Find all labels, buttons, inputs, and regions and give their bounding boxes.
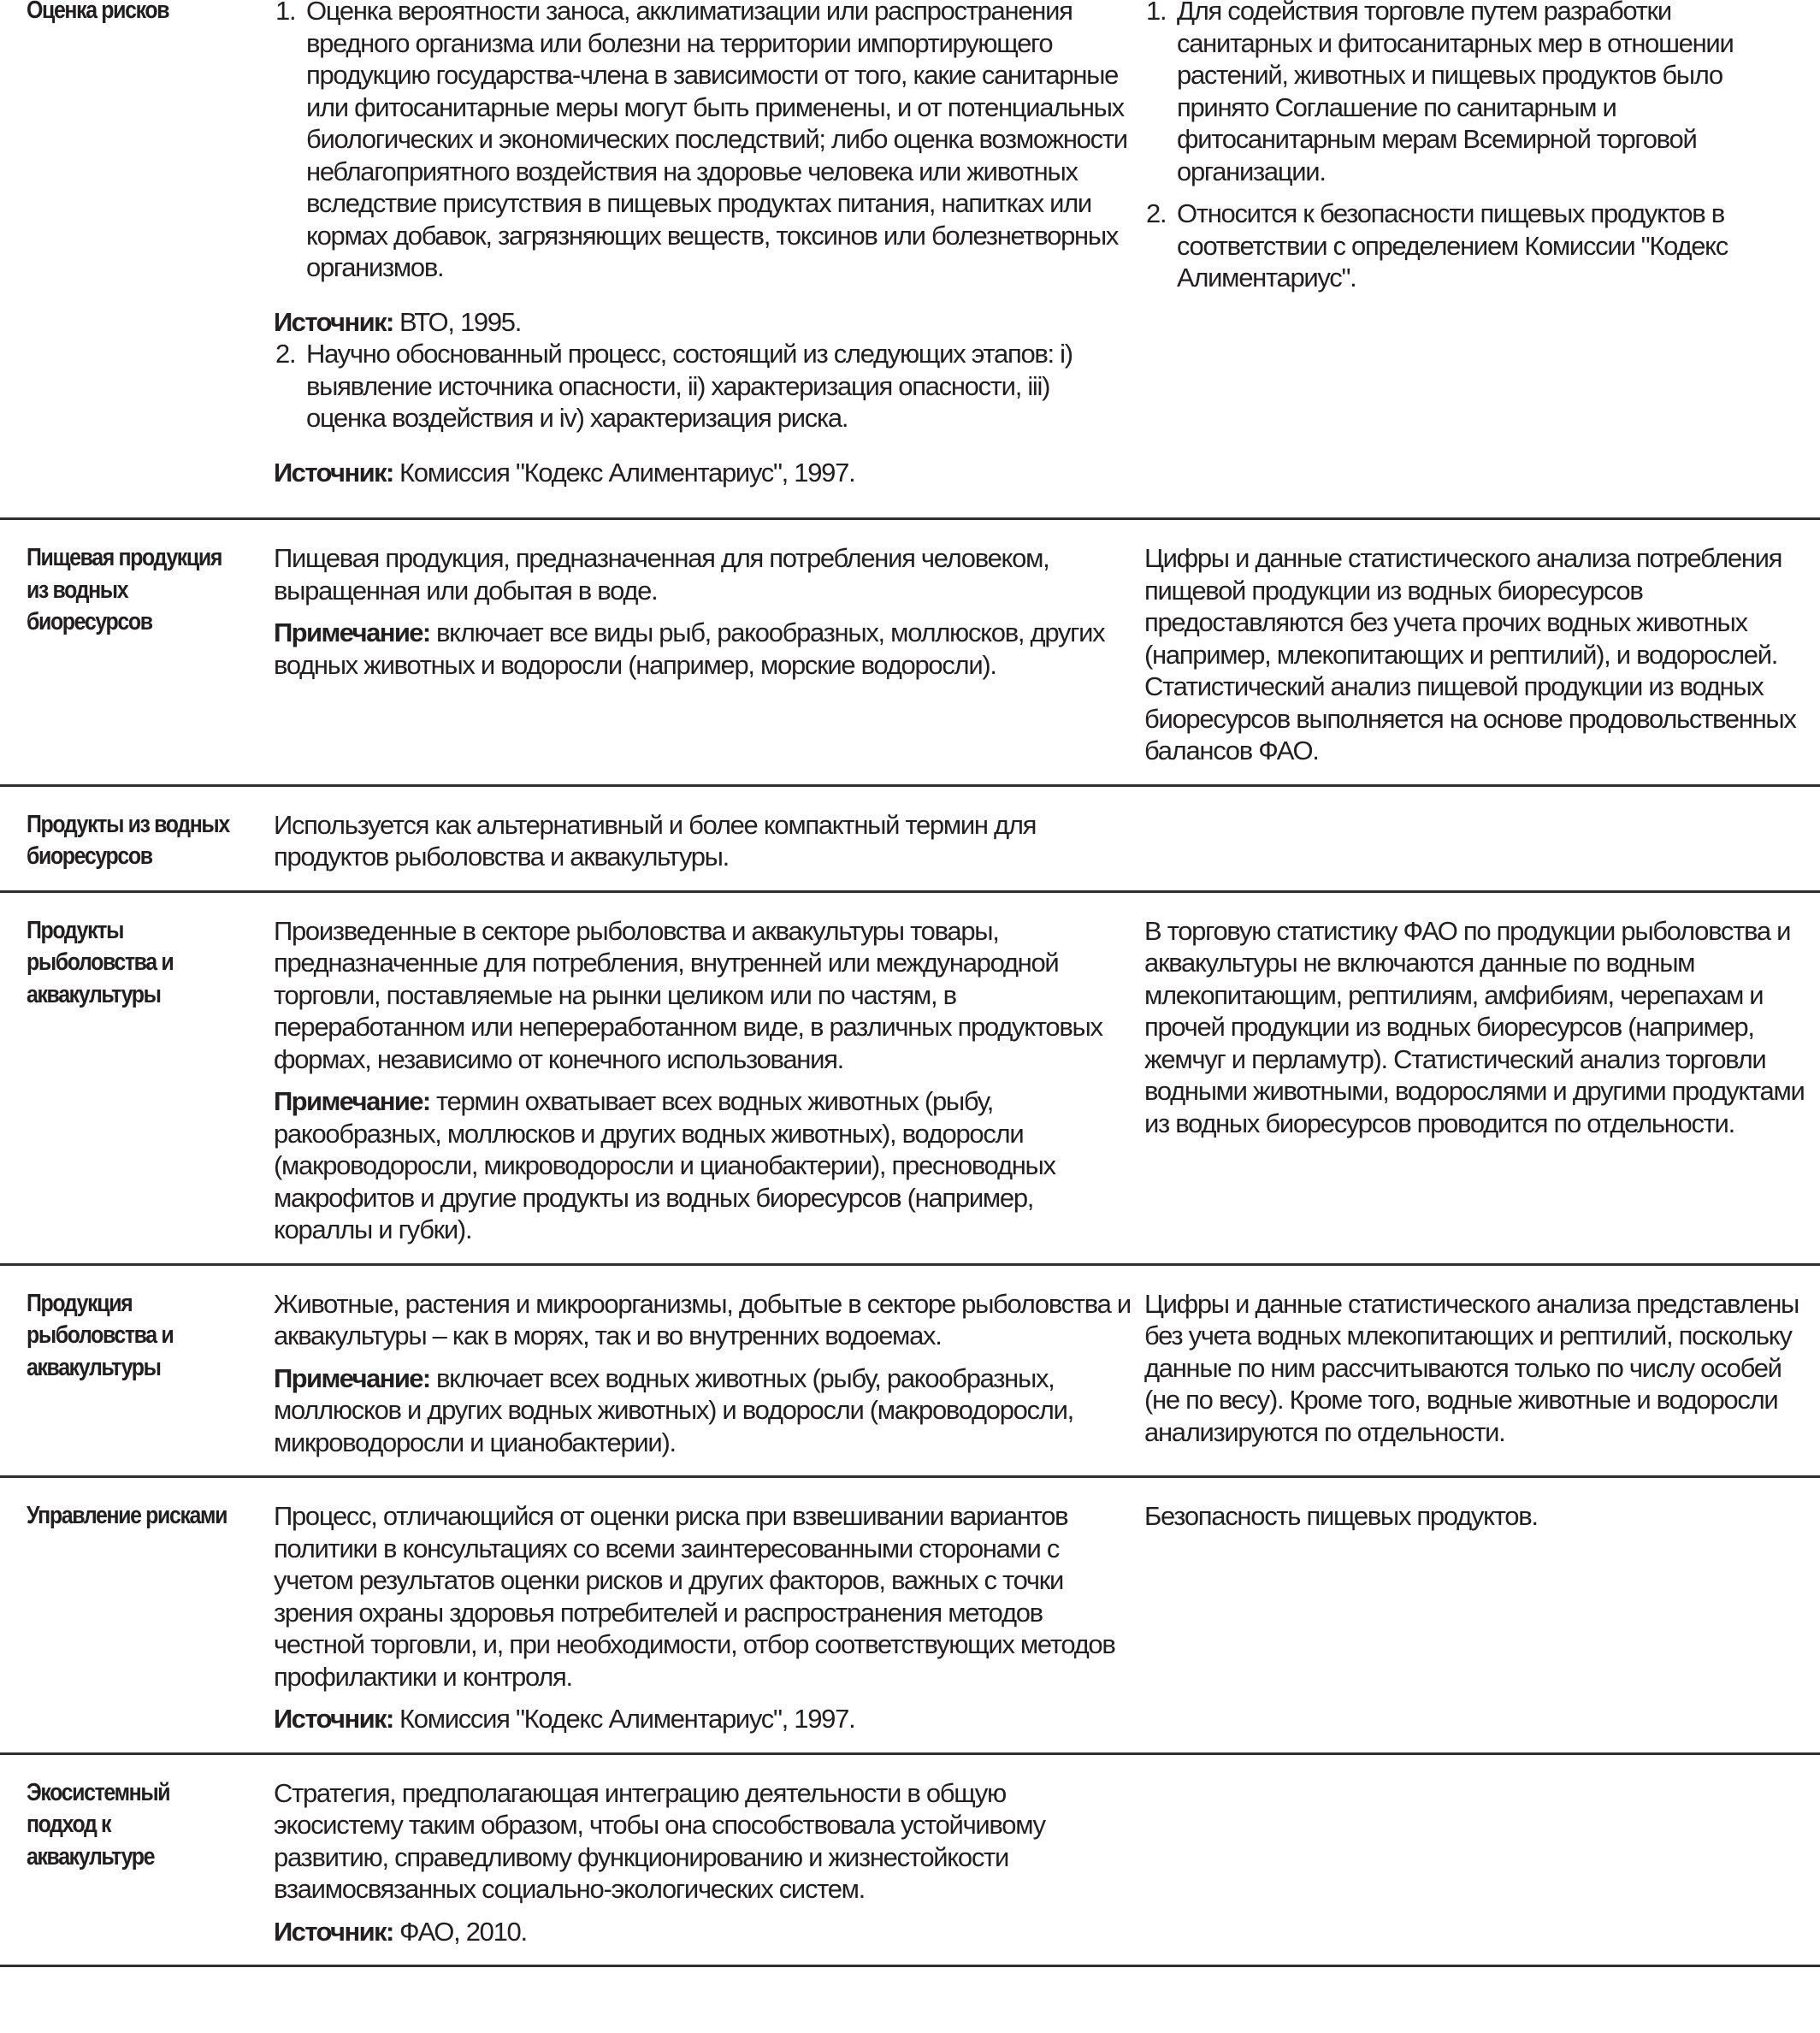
source-label: Источник:: [274, 1916, 393, 1947]
definition-text: Пищевая продукция, предназначенная для потребления человеком, выращенная или добытая в воде.: [274, 543, 1049, 606]
definition-list: [274, 338, 1132, 434]
note-item: [1144, 0, 1808, 187]
source-text: Комиссия "Кодекс Алиментариус", 1997.: [393, 1704, 855, 1734]
item-text: Для содействия торговле путем разработки санитарных и фитосанитарных мер в отношении растений, животных и пищевых продуктов было принято Соглашение по санитарным и фитосанитарным мерам Всемирной торговой организации.: [1177, 0, 1734, 186]
term: Продукты из водных биоресурсов: [26, 810, 229, 870]
term: Управление рисками: [26, 1502, 228, 1529]
remark: [274, 617, 1132, 681]
remark-text: включает все виды рыб, ракообразных, моллюсков, других водных животных и водоросли (например, морские водоросли).: [274, 618, 1105, 680]
note: [1144, 787, 1820, 890]
definition: [274, 1478, 1144, 1752]
glossary-row-aquatic-products: [0, 787, 1820, 893]
note: Безопасность пищевых продуктов.: [1144, 1501, 1538, 1531]
note: Цифры и данные статистического анализа представлены без учета водных млекопитающих и рептилий, поскольку данные по ним рассчитываются только по числу особей (не по весу). Кроме того, водные животные и водоросли анализируются по отдельности.: [1144, 1288, 1799, 1447]
source-label: Источник:: [274, 457, 393, 488]
source-label: Источник:: [274, 1704, 393, 1734]
note-item: [1144, 198, 1808, 294]
term: Пищевая продукция из водных биоресурсов: [26, 544, 222, 635]
glossary-row-risk-management: [0, 1478, 1820, 1755]
definition-text: Процесс, отличающийся от оценки риска при взвешивании вариантов политики в консультациях со всеми заинтересованными сторонами с учетом результатов оценки рисков и других факторов, важных с точки зрения охраны здоровья потребителей и распространения методов честной торговли, и, при необходимости, отбор соответствующих методов профилактики и контроля.: [274, 1501, 1115, 1692]
item-text: Оценка вероятности заноса, акклиматизации или распространения вредного организма или болезни на территории импортирующего продукцию государства-члена в зависимости от того, какие санитарные или фитосанитарные меры могут быть применены, и от потенциальных биологических и экономических последствий; либо оценка возможности неблагоприятного воздействия на здоровье человека или животных вследствие присутствия в пищевых продуктах питания, напитках или кормах добавок, загрязняющих веществ, токсинов или болезнетворных организмов.: [306, 0, 1127, 282]
item-number: 1.: [275, 0, 296, 26]
source-text: ВТО, 1995.: [393, 306, 522, 337]
glossary-row-risk-assessment: [0, 0, 1820, 520]
definition-text: Произведенные в секторе рыболовства и аквакультуры товары, предназначенные для потребления, внутренней или международной торговли, поставляемые на рынки целиком или по частям, в переработанном или непереработанном виде, в различных продуктовых формах, независимо от конечного использования.: [274, 915, 1102, 1074]
remark-text: термин охватывает всех водных животных (рыбу, ракообразных, моллюсков и других водных животных), водоросли (макроводоросли, микроводоросли и цианобактерии), пресноводных макрофитов и другие продукты из водных биоресурсов (например, кораллы и губки).: [274, 1086, 1055, 1244]
definition: [274, 520, 1144, 784]
source-line: [274, 306, 1132, 339]
note: В торговую статистику ФАО по продукции рыболовства и аквакультуры не включаются данные по водным млекопитающим, рептилиям, амфибиям, черепахам и прочей продукции из водных биоресурсов (например, жемчуг и перламутр). Статистический анализ торговли водными животными, водорослями и другими продуктами из водных биоресурсов проводится по отдельности.: [1144, 915, 1805, 1138]
definition-text: Стратегия, предполагающая интеграцию деятельности в общую экосистему таким образом, чтобы она способствовала устойчивому развитию, справедливому функционированию и жизнестойкости взаимосвязанных социально-экологических систем.: [274, 1777, 1045, 1904]
note: [1144, 0, 1820, 517]
glossary-row-fisheries-production: [0, 1266, 1820, 1479]
definition-item: [274, 338, 1132, 434]
note: [1144, 1755, 1820, 1965]
term: Оценка рисков: [26, 0, 169, 24]
term: Продукты рыболовства и аквакультуры: [26, 916, 174, 1008]
item-text: Научно обоснованный процесс, состоящий из следующих этапов: i) выявление источника опасности, ii) характеризация опасности, iii) оценка воздействия и iv) характеризация риска.: [306, 339, 1072, 433]
definition: [274, 893, 1144, 1263]
definition-list: [274, 0, 1132, 284]
term: Экосистемный подход к аквакультуре: [26, 1778, 170, 1870]
definition: [274, 787, 1144, 890]
definition-text: Используется как альтернативный и более компактный термин для продуктов рыболовства и аквакультуры.: [274, 809, 1037, 872]
remark-text: включает всех водных животных (рыбу, ракообразных, моллюсков и других водных животных) и водоросли (макроводоросли, микроводоросли и цианобактерии).: [274, 1362, 1073, 1457]
source-text: Комиссия "Кодекс Алиментариус", 1997.: [393, 457, 855, 488]
item-number: 2.: [275, 339, 296, 369]
definition: [274, 1755, 1144, 1965]
glossary-row-ecosystem-approach: [0, 1755, 1820, 1968]
remark: [274, 1362, 1132, 1459]
remark-label: Примечание:: [274, 1362, 430, 1393]
definition: [274, 1266, 1144, 1476]
source-line: [274, 1703, 1132, 1735]
remark-label: Примечание:: [274, 618, 430, 647]
definition: [274, 0, 1144, 517]
note-list: [1144, 0, 1808, 294]
note: Цифры и данные статистического анализа потребления пищевой продукции из водных биоресурсов предоставляются без учета прочих водных животных (например, млекопитающих и рептилий), и водорослей. Статистический анализ пищевой продукции из водных биоресурсов выполняется на основе продовольственных балансов ФАО.: [1144, 543, 1796, 765]
remark: [274, 1085, 1132, 1246]
remark-label: Примечание:: [274, 1086, 430, 1116]
term: Продукция рыболовства и аквакультуры: [26, 1289, 174, 1381]
source-line: [274, 457, 1132, 489]
item-text: Относится к безопасности пищевых продуктов в соответствии с определением Комиссии "Кодекс Алиментариус".: [1177, 198, 1728, 293]
source-label: Источник:: [274, 306, 393, 337]
definition-text: Животные, растения и микроорганизмы, добытые в секторе рыболовства и аквакультуры – как в морях, так и во внутренних водоемах.: [274, 1288, 1131, 1350]
glossary-row-fisheries-products: [0, 893, 1820, 1266]
definition-item: [274, 0, 1132, 284]
item-number: 2.: [1146, 198, 1167, 228]
source-line: [274, 1916, 1132, 1948]
source-text: ФАО, 2010.: [393, 1916, 527, 1947]
item-number: 1.: [1146, 0, 1167, 26]
glossary-row-aquatic-food: [0, 520, 1820, 787]
